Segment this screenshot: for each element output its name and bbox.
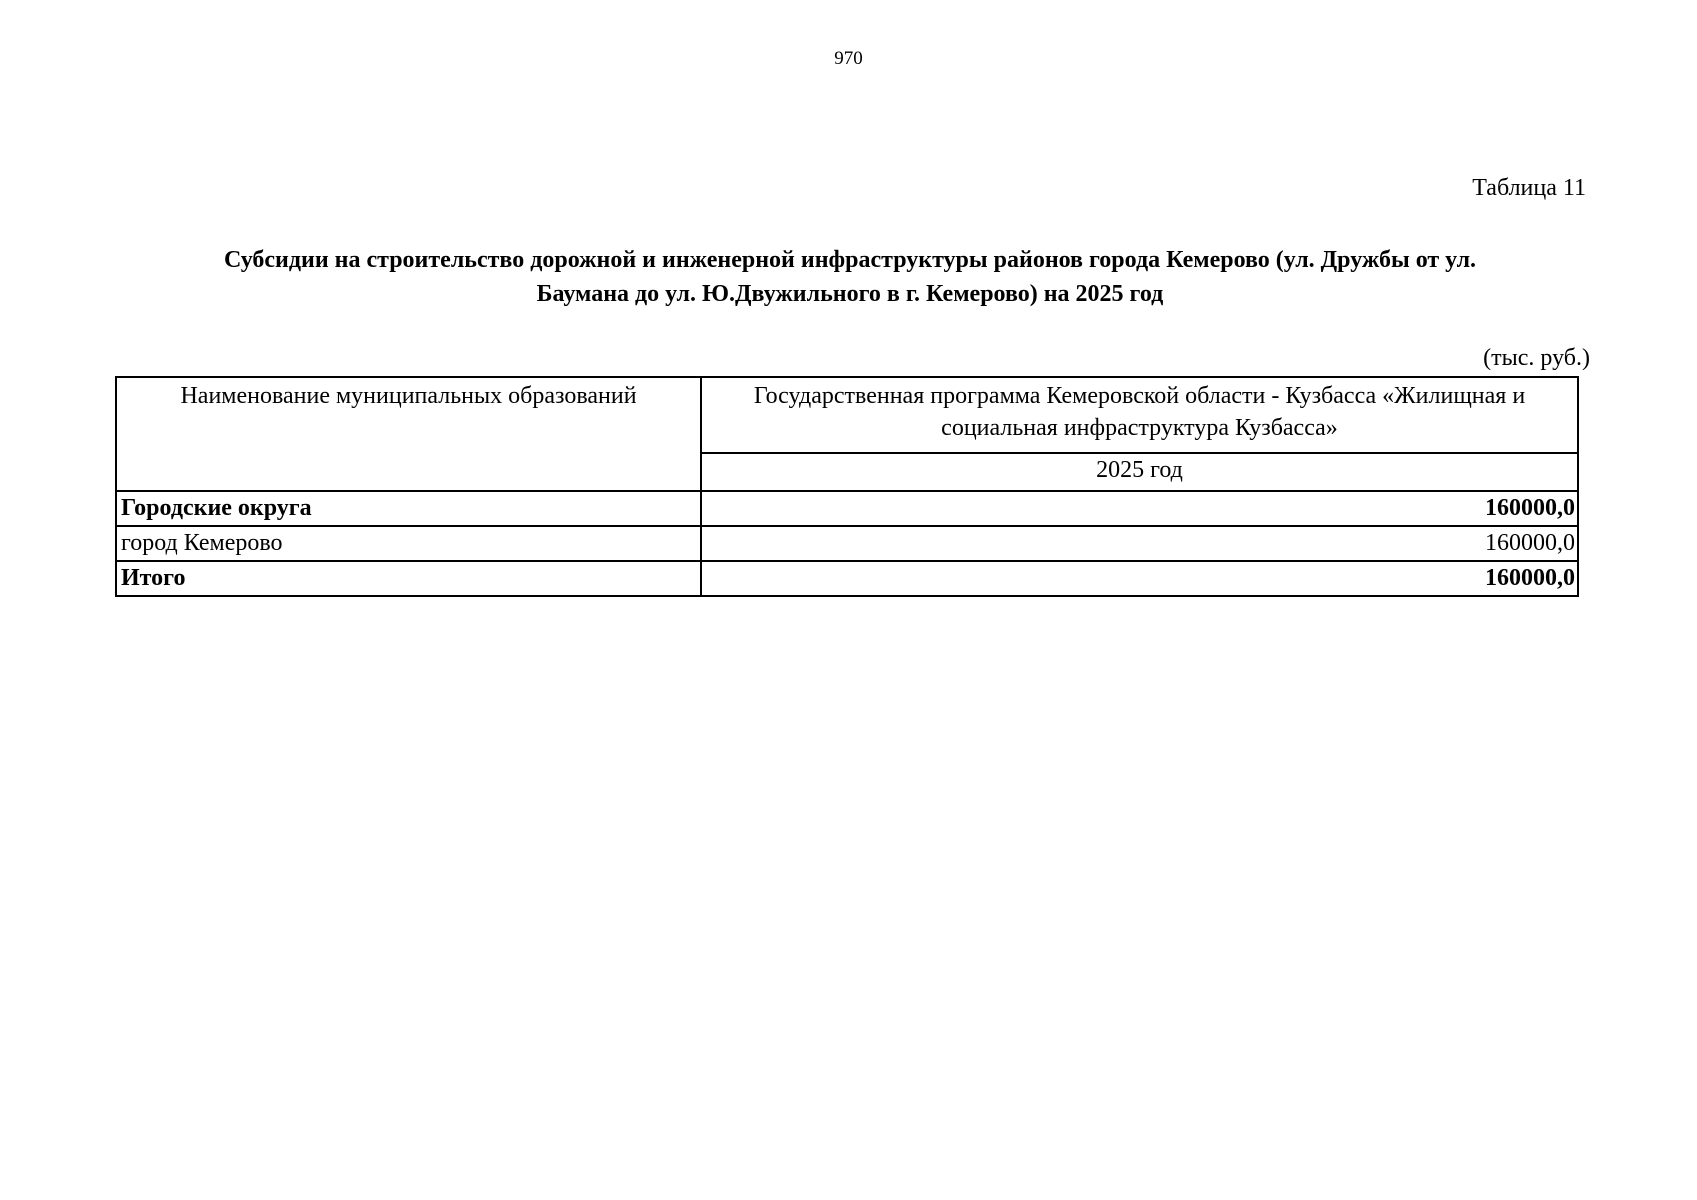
units-label: (тыс. руб.) bbox=[1483, 345, 1590, 371]
row-value: 160000,0 bbox=[701, 491, 1578, 526]
document-title-line-2: Баумана до ул. Ю.Двужильного в г. Кемерово) на 2025 год bbox=[536, 281, 1164, 307]
row-name: Итого bbox=[116, 561, 701, 596]
row-name: Городские округа bbox=[116, 491, 701, 526]
header-municipality-name: Наименование муниципальных образований bbox=[116, 377, 701, 491]
page-number: 970 bbox=[834, 48, 863, 69]
header-state-program: Государственная программа Кемеровской области - Кузбасса «Жилищная и социальная инфраструктура Кузбасса» bbox=[701, 377, 1578, 453]
table-row bbox=[116, 526, 1578, 561]
subsidies-table bbox=[115, 376, 1579, 597]
table-row bbox=[116, 491, 1578, 526]
row-value: 160000,0 bbox=[701, 526, 1578, 561]
row-value: 160000,0 bbox=[701, 561, 1578, 596]
table-row bbox=[116, 561, 1578, 596]
row-name: город Кемерово bbox=[116, 526, 701, 561]
header-year: 2025 год bbox=[701, 453, 1578, 491]
table-label: Таблица 11 bbox=[1472, 175, 1586, 201]
document-title-line-1: Субсидии на строительство дорожной и инженерной инфраструктуры районов города Кемерово (ул. Дружбы от ул. bbox=[223, 247, 1477, 273]
document-title bbox=[140, 243, 1560, 311]
